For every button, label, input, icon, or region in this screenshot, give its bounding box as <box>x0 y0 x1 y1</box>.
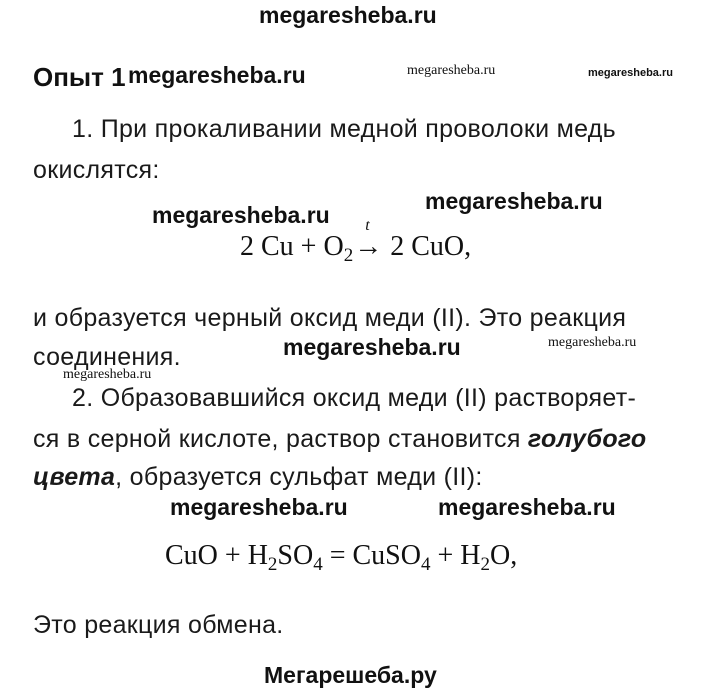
watermark-bottom-right: megaresheba.ru <box>438 494 616 520</box>
para3-line1: 2. Образовавшийся оксид меди (II) растворяет- <box>72 384 637 412</box>
formula2-part3: = CuSO <box>322 540 421 571</box>
emphasis-color: цвета <box>33 463 116 491</box>
formula-copper-oxidation <box>240 217 472 267</box>
watermark-lower-left: megaresheba.ru <box>63 367 152 382</box>
para3-line3-text: , образуется сульфат меди (II): <box>115 463 483 491</box>
para2-line2: соединения. <box>33 343 181 371</box>
formula2-part2: SO <box>277 540 314 571</box>
watermark-mid-left: megaresheba.ru <box>152 202 330 228</box>
formula1-left: 2 Cu + O <box>240 231 344 262</box>
watermark-top: megaresheba.ru <box>259 2 437 28</box>
para3-line2-text: ся в серной кислоте, раствор становится <box>33 425 528 453</box>
formula2-sub1: 2 <box>267 554 278 575</box>
watermark-header-right2: megaresheba.ru <box>588 67 673 79</box>
watermark-lower-right: megaresheba.ru <box>548 335 637 350</box>
para2-line1: и образуется черный оксид меди (II). Это реакция <box>33 304 627 332</box>
para1-line2: окислятся: <box>33 156 160 184</box>
watermark-heading-inline: megaresheba.ru <box>128 62 306 88</box>
formula2-sub3: 4 <box>420 554 431 575</box>
para4: Это реакция обмена. <box>33 611 284 639</box>
watermark-lower-center: megaresheba.ru <box>283 334 461 360</box>
formula2-sub4: 2 <box>480 554 490 575</box>
watermark-header-right1: megaresheba.ru <box>407 63 496 78</box>
footer-watermark: Мегарешеба.ру <box>264 662 437 688</box>
heat-condition: t <box>365 217 370 234</box>
formula2-sub2: 4 <box>313 554 323 575</box>
emphasis-blue: голубого <box>527 425 647 453</box>
arrow-glyph: → <box>354 231 383 262</box>
reaction-arrow <box>353 217 383 263</box>
formula2-part5: O, <box>490 540 518 571</box>
para3-line2 <box>33 425 646 454</box>
experiment-heading: Опыт 1 <box>33 62 126 92</box>
formula-exchange-reaction <box>165 540 517 576</box>
formula2-part4: + H <box>430 540 481 571</box>
formula1-sub: 2 <box>343 245 354 266</box>
watermark-bottom-left: megaresheba.ru <box>170 494 348 520</box>
para3-line3 <box>33 463 483 492</box>
para1-line1: 1. При прокаливании медной проволоки медь <box>72 115 616 143</box>
formula2-part1: CuO + H <box>165 540 268 571</box>
watermark-mid-right: megaresheba.ru <box>425 188 603 214</box>
formula1-right: 2 CuO, <box>390 231 472 262</box>
